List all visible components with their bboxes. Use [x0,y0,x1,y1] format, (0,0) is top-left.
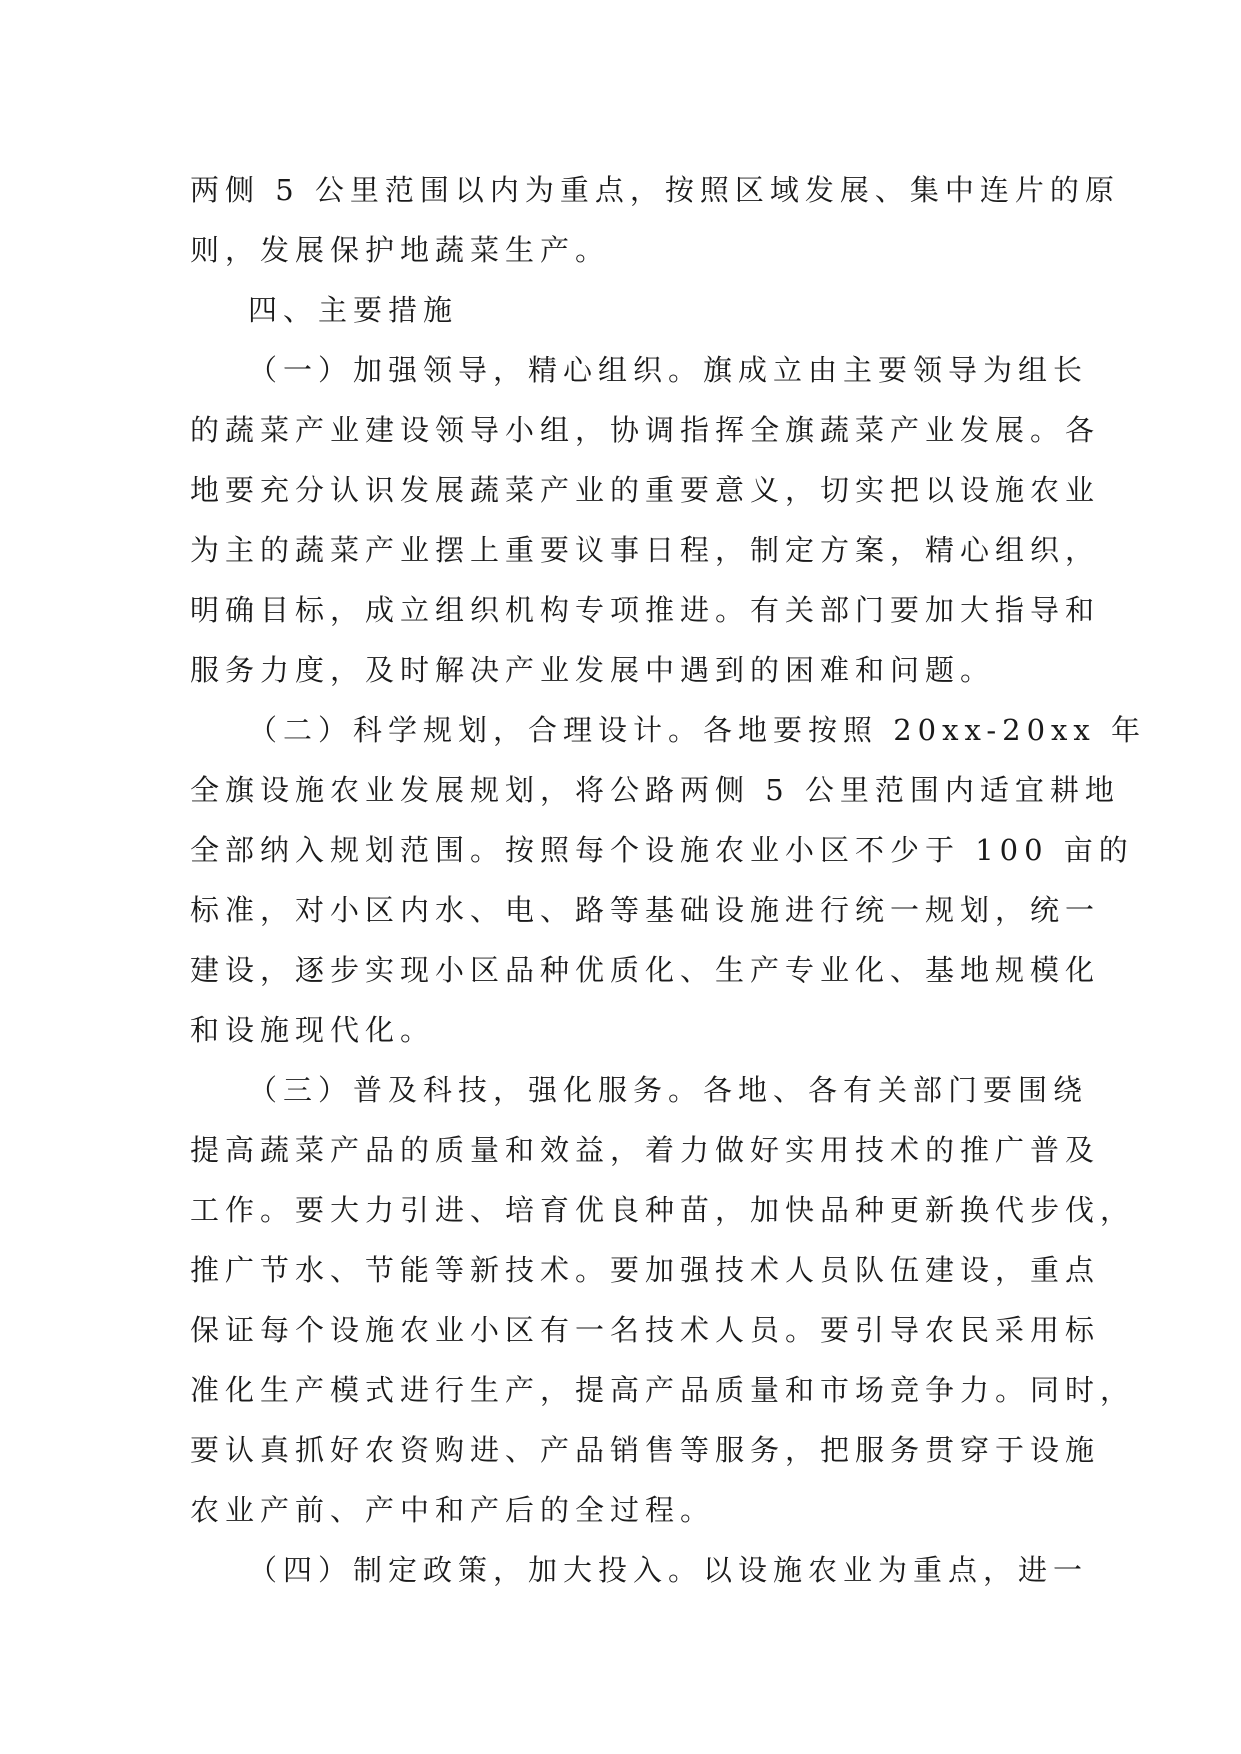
text-line: 和设施现代化。 [190,1013,436,1047]
text-line: 准化生产模式进行生产，提高产品质量和市场竞争力。同时， [190,1373,1136,1407]
text-line: 农业产前、产中和产后的全过程。 [190,1493,716,1527]
text-line: 保证每个设施农业小区有一名技术人员。要引导农民采用标 [190,1313,1101,1347]
text-line: 为主的蔬菜产业摆上重要议事日程，制定方案，精心组织， [190,533,1101,567]
text-line: 提高蔬菜产品的质量和效益，着力做好实用技术的推广普及 [190,1133,1101,1167]
text-line: 建设，逐步实现小区品种优质化、生产专业化、基地规模化 [190,953,1101,987]
text-line: 工作。要大力引进、培育优良种苗，加快品种更新换代步伐， [190,1193,1136,1227]
text-line: 推广节水、节能等新技术。要加强技术人员队伍建设，重点 [190,1253,1101,1287]
text-line: 明确目标，成立组织机构专项推进。有关部门要加大指导和 [190,593,1101,627]
text-line: 两侧 5 公里范围以内为重点，按照区域发展、集中连片的原 [190,173,1120,207]
section-heading: 四、主要措施 [248,293,459,327]
text-line: 地要充分认识发展蔬菜产业的重要意义，切实把以设施农业 [190,473,1101,507]
text-line: 标准，对小区内水、电、路等基础设施进行统一规划，统一 [190,893,1101,927]
text-line: 则，发展保护地蔬菜生产。 [190,233,611,267]
text-line: 服务力度，及时解决产业发展中遇到的困难和问题。 [190,653,996,687]
text-line: （一）加强领导，精心组织。旗成立由主要领导为组长 [248,353,1089,387]
text-line: 全部纳入规划范围。按照每个设施农业小区不少于 100 亩的 [190,833,1134,867]
document-body [190,160,1146,1600]
text-line: （二）科学规划，合理设计。各地要按照 20xx-20xx 年 [248,713,1146,747]
text-line: （三）普及科技，强化服务。各地、各有关部门要围绕 [248,1073,1089,1107]
text-line: 要认真抓好农资购进、产品销售等服务，把服务贯穿于设施 [190,1433,1101,1467]
text-line: （四）制定政策，加大投入。以设施农业为重点，进一 [248,1553,1089,1587]
text-line: 的蔬菜产业建设领导小组，协调指挥全旗蔬菜产业发展。各 [190,413,1101,447]
text-line: 全旗设施农业发展规划，将公路两侧 5 公里范围内适宜耕地 [190,773,1120,807]
